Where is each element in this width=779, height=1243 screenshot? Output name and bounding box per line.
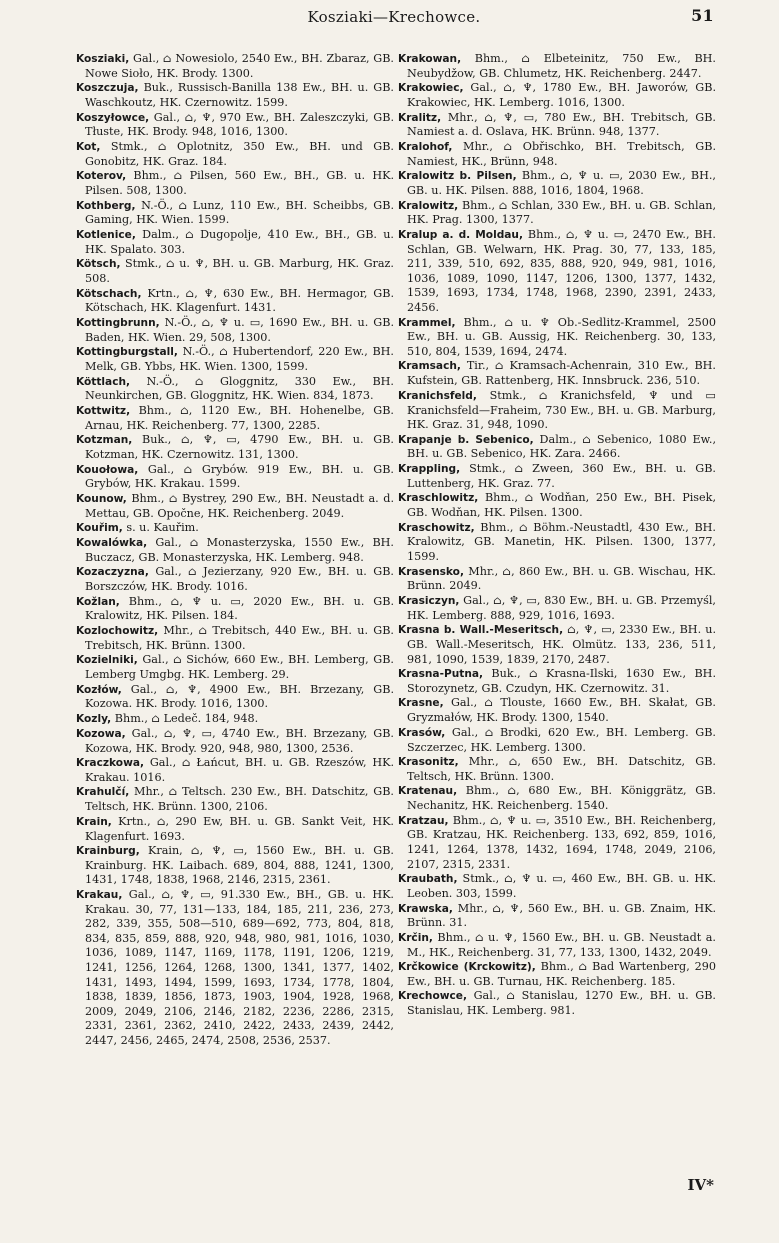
gazetteer-entry xyxy=(398,359,716,388)
page-number: 51 xyxy=(691,6,714,25)
entry-text: Bhm., ⌂, ♆ u. ▭, 2470 Ew., BH. Schlan, GB. Welwarn, HK. Prag. 30, 77, 133, 185, 211, 339, 510, 692, 835, 888, 920, 949, 981, 1016, 1036, 1089, 1090, 1147, 1206, 1300, 1377, 1432, 1539, 1693, 1734, 1748, 1968, 2390, 2391, 2433, 2456. xyxy=(407,227,716,314)
entry-headword: Krakowiec, xyxy=(398,82,464,95)
gazetteer-entry xyxy=(76,521,394,536)
entry-headword: Kosziaki, xyxy=(76,53,130,65)
gazetteer-entry xyxy=(398,316,716,360)
entry-headword: Krasne, xyxy=(398,697,444,710)
gazetteer-entry xyxy=(76,345,394,374)
entry-headword: Köttlach, xyxy=(76,375,131,388)
gazetteer-entry xyxy=(398,565,716,594)
entry-headword: Krasna b. Wall.-Meseritsch, xyxy=(398,624,564,637)
gazetteer-entry xyxy=(398,433,716,462)
entry-headword: Kratenau, xyxy=(398,785,458,798)
gazetteer-entry xyxy=(76,712,394,727)
entry-headword: Kozielniki, xyxy=(76,654,138,667)
entry-headword: Krasonitz, xyxy=(398,756,459,769)
entry-headword: Krammel, xyxy=(398,316,456,329)
entry-headword: Krasensko, xyxy=(398,565,464,578)
entry-headword: Kralitz, xyxy=(398,111,442,124)
entry-headword: Krawska, xyxy=(398,902,453,915)
entry-text: Mhr., ⌂, ♆, ▭, 780 Ew., BH. Trebitsch, GB. Namiest a. d. Oslava, HK. Brünn. 948, 1377. xyxy=(407,110,716,139)
entry-text: Gal., ⌂ Grybów. 919 Ew., BH. u. GB. Grybów, HK. Krakau. 1599. xyxy=(85,462,394,491)
signature-mark: IV* xyxy=(687,1176,714,1194)
entry-text: N.-Ö., ⌂ Lunz, 110 Ew., BH. Scheibbs, GB. Gaming, HK. Wien. 1599. xyxy=(85,198,394,227)
entry-headword: Kranichsfeld, xyxy=(398,389,477,402)
entry-headword: Krahulčí, xyxy=(76,786,130,799)
running-header xyxy=(74,4,714,30)
entry-text: ⌂, ♆, ▭, 2330 Ew., BH. u. GB. Wall.-Meseritsch, HK. Olmütz. 133, 236, 511, 981, 1090, 1539, 1839, 2170, 2487. xyxy=(407,623,716,666)
gazetteer-entry xyxy=(76,756,394,785)
gazetteer-entry xyxy=(76,404,394,433)
gazetteer-entry xyxy=(76,536,394,565)
entry-text: Gal., ⌂, ♆, ▭, 91.330 Ew., BH., GB. u. HK. Krakau. 30, 77, 131—133, 184, 185, 211, 236, 273, 282, 339, 355, 508—510, 689—692, 773, 804, 818, 834, 835, 859, 888, 920, 948, 980, 981, 1016, 1030, 1036, 1089, 1147, 1169, 1178, 1191, 1206, 1219, 1241, 1256, 1264, 1268, 1300, 1341, 1377, 1402, 1431, 1493, 1494, 1599, 1693, 1734, 1778, 1804, 1838, 1839, 1856, 1873, 1903, 1904, 1928, 1968, 2009, 2049, 2106, 2146, 2182, 2236, 2286, 2315, 2331, 2361, 2362, 2410, 2422, 2433, 2439, 2442, 2447, 2456, 2465, 2474, 2508, 2536, 2537. xyxy=(85,887,394,1047)
entry-text: N.-Ö., ⌂ Gloggnitz, 330 Ew., BH. Neunkirchen, GB. Gloggnitz, HK. Wien. 834, 1873. xyxy=(85,374,394,403)
entry-headword: Koterov, xyxy=(76,170,127,183)
entry-headword: Krasów, xyxy=(398,726,446,739)
gazetteer-entry xyxy=(398,872,716,901)
gazetteer-entry xyxy=(76,433,394,462)
gazetteer-entry xyxy=(76,624,394,653)
entry-headword: Kraschowitz, xyxy=(398,521,475,534)
entry-headword: Kraubath, xyxy=(398,873,458,886)
entry-text: Gal., ⌂ Brodki, 620 Ew., BH. Lemberg. GB. Szczerzec, HK. Lemberg. 1300. xyxy=(407,725,716,754)
entry-text: Gal., ⌂, ♆, ▭, 830 Ew., BH. u. GB. Przemyśl, HK. Lemberg. 888, 929, 1016, 1693. xyxy=(407,593,716,622)
gazetteer-entry xyxy=(398,755,716,784)
entry-headword: Kozowa, xyxy=(76,727,126,740)
entry-headword: Krapanje b. Sebenico, xyxy=(398,433,534,446)
entry-headword: Krain, xyxy=(76,815,112,828)
entry-text: Stmk., ⌂, ♆ u. ▭, 460 Ew., BH. GB. u. HK. Leoben. 303, 1599. xyxy=(407,872,716,900)
entry-headword: Kožlan, xyxy=(76,595,120,608)
entry-text: Bhm., ⌂, ♆ u. ▭, 3510 Ew., BH. Reichenberg, GB. Kratzau, HK. Reichenberg. 133, 692, 859, 1016, 1241, 1264, 1378, 1432, 1694, 1748, 2049, 2106, 2107, 2315, 2331. xyxy=(407,813,716,871)
gazetteer-entry xyxy=(76,683,394,712)
gazetteer-entry xyxy=(398,784,716,813)
entry-headword: Kounow, xyxy=(76,492,127,505)
entry-headword: Kralowitz, xyxy=(398,199,459,212)
gazetteer-entry xyxy=(398,989,716,1018)
entry-headword: Krčkowice (Krckowitz), xyxy=(398,961,536,974)
entry-headword: Krakowan, xyxy=(398,53,462,65)
entry-text: Bhm., ⌂ Böhm.-Neustadtl, 430 Ew., BH. Kralowitz, GB. Manetin, HK. Pilsen. 1300, 1377, 1599. xyxy=(407,520,716,563)
gazetteer-entry xyxy=(398,228,716,316)
right-column xyxy=(398,52,716,1172)
entry-text: Buk., ⌂, ♆, ▭, 4790 Ew., BH. u. GB. Kotzman, HK. Czernowitz. 131, 1300. xyxy=(85,433,394,462)
gazetteer-entry xyxy=(398,902,716,931)
entry-headword: Kot, xyxy=(76,140,101,153)
entry-headword: Kratzau, xyxy=(398,814,449,827)
entry-text: s. u. Kauřim. xyxy=(122,521,199,535)
gazetteer-entry xyxy=(76,595,394,624)
entry-headword: Krainburg, xyxy=(76,845,140,858)
gazetteer-entry xyxy=(398,491,716,520)
entry-text: Bhm., ⌂ Wodňan, 250 Ew., BH. Pisek, GB. Wodňan, HK. Pilsen. 1300. xyxy=(407,491,716,520)
entry-text: Gal., ⌂, ♆, 1780 Ew., BH. Jaworów, GB. Krakowiec, HK. Lemberg. 1016, 1300. xyxy=(407,81,716,110)
entry-headword: Kozłów, xyxy=(76,683,122,696)
gazetteer-entry xyxy=(76,199,394,228)
entry-headword: Kralup a. d. Moldau, xyxy=(398,228,523,241)
gazetteer-entry xyxy=(76,653,394,682)
entry-text: Stmk., ⌂ u. ♆, BH. u. GB. Marburg, HK. Graz. 508. xyxy=(85,257,394,286)
gazetteer-entry xyxy=(398,81,716,110)
entry-text: Gal., ⌂ Stanislau, 1270 Ew., BH. u. GB. Stanislau, HK. Lemberg. 981. xyxy=(407,989,716,1018)
entry-text: Gal., ⌂, ♆, 970 Ew., BH. Zaleszczyki, GB. Tłuste, HK. Brody. 948, 1016, 1300. xyxy=(85,110,394,139)
entry-text: Stmk., ⌂ Oplotnitz, 350 Ew., BH. und GB. Gonobitz, HK. Graz. 184. xyxy=(85,139,394,168)
header-title: Kosziaki—Krechowce. xyxy=(307,8,481,26)
left-column xyxy=(76,52,394,1172)
entry-text: Mhr., ⌂ Trebitsch, 440 Ew., BH. u. GB. Trebitsch, HK. Brünn. 1300. xyxy=(85,624,394,652)
entry-headword: Kottwitz, xyxy=(76,404,131,417)
entry-text: Mhr., ⌂, ♆, 560 Ew., BH. u. GB. Znaim, HK. Brünn. 31. xyxy=(407,901,716,930)
gazetteer-entry xyxy=(398,199,716,228)
gazetteer-entry xyxy=(398,696,716,725)
entry-text: Krtn., ⌂, 290 Ew, BH. u. GB. Sankt Veit, HK. Klagenfurt. 1693. xyxy=(85,814,394,843)
gazetteer-entry xyxy=(76,140,394,169)
entry-headword: Krasiczyn, xyxy=(398,594,460,607)
entry-text: Bhm., ⌂ Elbeteinitz, 750 Ew., BH. Neubydžow, GB. Chlumetz, HK. Reichenberg. 2447. xyxy=(407,52,716,80)
entry-text: Tir., ⌂ Kramsach-Achenrain, 310 Ew., BH. Kufstein, GB. Rattenberg, HK. Innsbruck. 236, 510. xyxy=(407,359,716,388)
gazetteer-entry xyxy=(76,287,394,316)
entry-text: Bhm., ⌂, 680 Ew., BH. Königgrätz, GB. Nechanitz, HK. Reichenberg. 1540. xyxy=(407,784,716,813)
entry-headword: Kötsch, xyxy=(76,258,121,271)
gazetteer-entry xyxy=(76,81,394,110)
gazetteer-entry xyxy=(398,726,716,755)
entry-text: Bhm., ⌂ u. ♆, 1560 Ew., BH. u. GB. Neustadt a. M., HK., Reichenberg. 31, 77, 133, 1300, 1432, 2049. xyxy=(407,930,716,959)
gazetteer-entry xyxy=(398,960,716,989)
gazetteer-entry xyxy=(398,462,716,491)
entry-headword: Kouřim, xyxy=(76,522,123,535)
entry-text: Gal., ⌂ Łańcut, BH. u. GB. Rzeszów, HK. Krakau. 1016. xyxy=(85,756,394,784)
gazetteer-entry xyxy=(76,785,394,814)
entry-text: Dalm., ⌂ Dugopolje, 410 Ew., BH., GB. u. HK. Spalato. 303. xyxy=(85,227,394,256)
entry-text: Gal., ⌂ Nowesiolo, 2540 Ew., BH. Zbaraz, GB. Nowe Sioło, HK. Brody. 1300. xyxy=(85,52,394,80)
gazetteer-entry xyxy=(76,111,394,140)
gazetteer-entry xyxy=(76,888,394,1048)
gazetteer-entry xyxy=(398,814,716,872)
gazetteer-entry xyxy=(76,492,394,521)
gazetteer-entry xyxy=(76,815,394,844)
entry-text: Mhr., ⌂ Obřischko, BH. Trebitsch, GB. Namiest, HK., Brünn, 948. xyxy=(407,139,716,168)
entry-headword: Kraczkowa, xyxy=(76,757,145,770)
entry-headword: Koszyłowce, xyxy=(76,111,150,124)
gazetteer-entry xyxy=(76,565,394,594)
entry-headword: Krechowce, xyxy=(398,990,467,1003)
entry-text: Stmk., ⌂ Zween, 360 Ew., BH. u. GB. Luttenberg, HK. Graz. 77. xyxy=(407,461,716,490)
gazetteer-entry xyxy=(76,52,394,81)
entry-headword: Krakau, xyxy=(76,888,123,901)
entry-text: Mhr., ⌂, 860 Ew., BH. u. GB. Wischau, HK. Brünn. 2049. xyxy=(407,564,716,593)
entry-headword: Kozly, xyxy=(76,712,112,725)
entry-headword: Kotzman, xyxy=(76,434,133,447)
entry-text: Bhm., ⌂, ♆ u. ▭, 2020 Ew., BH. u. GB. Kralowitz, HK. Pilsen. 184. xyxy=(85,594,394,623)
entry-text: Gal., ⌂, ♆, ▭, 4740 Ew., BH. Brzezany, GB. Kozowa, HK. Brody. 920, 948, 980, 1300, 2536. xyxy=(85,726,394,755)
entry-text: Krtn., ⌂, ♆, 630 Ew., BH. Hermagor, GB. Kötschach, HK. Klagenfurt. 1431. xyxy=(85,286,394,315)
gazetteer-entry xyxy=(398,667,716,696)
entry-text: Bhm., ⌂, 1120 Ew., BH. Hohenelbe, GB. Arnau, HK. Reichenberg. 77, 1300, 2285. xyxy=(85,403,394,432)
entry-headword: Kramsach, xyxy=(398,360,461,373)
entry-headword: Kotlenice, xyxy=(76,228,136,241)
entry-text: Buk., Russisch-Banilla 138 Ew., BH. u. GB. Waschkoutz, HK. Czernowitz. 1599. xyxy=(85,81,394,110)
gazetteer-entry xyxy=(398,389,716,433)
gazetteer-entry xyxy=(76,463,394,492)
entry-headword: Kouołowa, xyxy=(76,463,139,476)
entry-headword: Kralohof, xyxy=(398,140,453,153)
gazetteer-entry xyxy=(76,844,394,888)
entry-text: Buk., ⌂ Krasna-Ilski, 1630 Ew., BH. Storozynetz, GB. Czudyn, HK. Czernowitz. 31. xyxy=(407,667,716,695)
entry-text: Bhm., ⌂, ♆ u. ▭, 2030 Ew., BH., GB. u. HK. Pilsen. 888, 1016, 1804, 1968. xyxy=(407,169,716,198)
gazetteer-entry xyxy=(76,316,394,345)
entry-text: Bhm., ⌂ Schlan, 330 Ew., BH. u. GB. Schlan, HK. Prag. 1300, 1377. xyxy=(407,198,716,227)
entry-text: Bhm., ⌂ u. ♆ Ob.-Sedlitz-Krammel, 2500 Ew., BH. u. GB. Aussig, HK. Reichenberg. 30, 133, 510, 804, 1539, 1694, 2474. xyxy=(407,315,716,358)
gazetteer-entry xyxy=(76,375,394,404)
entry-headword: Kozaczyzna, xyxy=(76,566,149,579)
gazetteer-entry xyxy=(398,52,716,81)
gazetteer-entry xyxy=(76,257,394,286)
entry-headword: Kralowitz b. Pilsen, xyxy=(398,170,517,183)
gazetteer-entry xyxy=(398,594,716,623)
entry-headword: Kötschach, xyxy=(76,287,142,300)
entry-text: Bhm., ⌂ Bad Wartenberg, 290 Ew., BH. u. GB. Turnau, HK. Reichenberg. 185. xyxy=(407,960,716,988)
gazetteer-entry xyxy=(398,623,716,667)
entry-headword: Krasna-Putna, xyxy=(398,668,484,681)
entry-headword: Krappling, xyxy=(398,462,461,475)
entry-text: Mhr., ⌂, 650 Ew., BH. Datschitz, GB. Teltsch, HK. Brünn. 1300. xyxy=(407,755,716,783)
entry-headword: Kothberg, xyxy=(76,199,136,212)
entry-text: Bhm., ⌂ Pilsen, 560 Ew., BH., GB. u. HK. Pilsen. 508, 1300. xyxy=(85,169,394,198)
entry-headword: Krčin, xyxy=(398,931,433,944)
entry-headword: Kowalówka, xyxy=(76,537,148,550)
gazetteer-entry xyxy=(398,169,716,198)
entry-text: Gal., ⌂ Jezierzany, 920 Ew., BH. u. GB. Borszczów, HK. Brody. 1016. xyxy=(85,565,394,594)
entry-text: N.-Ö., ⌂ Hubertendorf, 220 Ew., BH. Melk, GB. Ybbs, HK. Wien. 1300, 1599. xyxy=(85,345,394,374)
entry-headword: Kozlochowitz, xyxy=(76,625,159,637)
entry-text: Gal., ⌂ Monasterzyska, 1550 Ew., BH. Buczacz, GB. Monasterzyska, HK. Lemberg. 948. xyxy=(85,536,394,564)
gazetteer-entry xyxy=(398,111,716,140)
gazetteer-entry xyxy=(398,521,716,565)
entry-text: Dalm., ⌂ Sebenico, 1080 Ew., BH. u. GB. Sebenico, HK. Zara. 2466. xyxy=(407,432,716,461)
gazetteer-entry xyxy=(398,140,716,169)
entry-text: Gal., ⌂, ♆, 4900 Ew., BH. Brzezany, GB. Kozowa. HK. Brody. 1016, 1300. xyxy=(85,682,394,711)
entry-text: Gal., ⌂ Tlouste, 1660 Ew., BH. Skałat, GB. Gryzmałów, HK. Brody. 1300, 1540. xyxy=(407,696,716,725)
entry-text: Bhm., ⌂ Bystrey, 290 Ew., BH. Neustadt a. d. Mettau, GB. Opočne, HK. Reichenberg. 2049. xyxy=(85,491,394,520)
entry-text: N.-Ö., ⌂, ♆ u. ▭, 1690 Ew., BH. u. GB. Baden, HK. Wien. 29, 508, 1300. xyxy=(85,315,394,344)
entry-text: Gal., ⌂ Sichów, 660 Ew., BH. Lemberg, GB. Lemberg Umgbg. HK. Lemberg. 29. xyxy=(85,653,394,682)
gazetteer-entry xyxy=(76,727,394,756)
gazetteer-entry xyxy=(398,931,716,960)
entry-headword: Kottingbrunn, xyxy=(76,316,160,329)
entry-headword: Kottingburgstall, xyxy=(76,346,178,359)
entry-headword: Koszczuja, xyxy=(76,82,139,95)
entry-text: Stmk., ⌂ Kranichsfeld, ♆ und ▭ Kranichsfeld—Fraheim, 730 Ew., BH. u. GB. Marburg, HK. Graz. 31, 948, 1090. xyxy=(407,388,716,432)
gazetteer-entry xyxy=(76,169,394,198)
entry-text: Mhr., ⌂ Teltsch. 230 Ew., BH. Datschitz, GB. Teltsch, HK. Brünn. 1300, 2106. xyxy=(85,785,394,814)
gazetteer-entry xyxy=(76,228,394,257)
entry-text: Krain, ⌂, ♆, ▭, 1560 Ew., BH. u. GB. Krainburg. HK. Laibach. 689, 804, 888, 1241, 1300, 1431, 1748, 1838, 1968, 2146, 2315, 2361. xyxy=(85,844,394,887)
entry-headword: Kraschlowitz, xyxy=(398,492,479,505)
entry-text: Bhm., ⌂ Ledeč. 184, 948. xyxy=(111,711,259,725)
